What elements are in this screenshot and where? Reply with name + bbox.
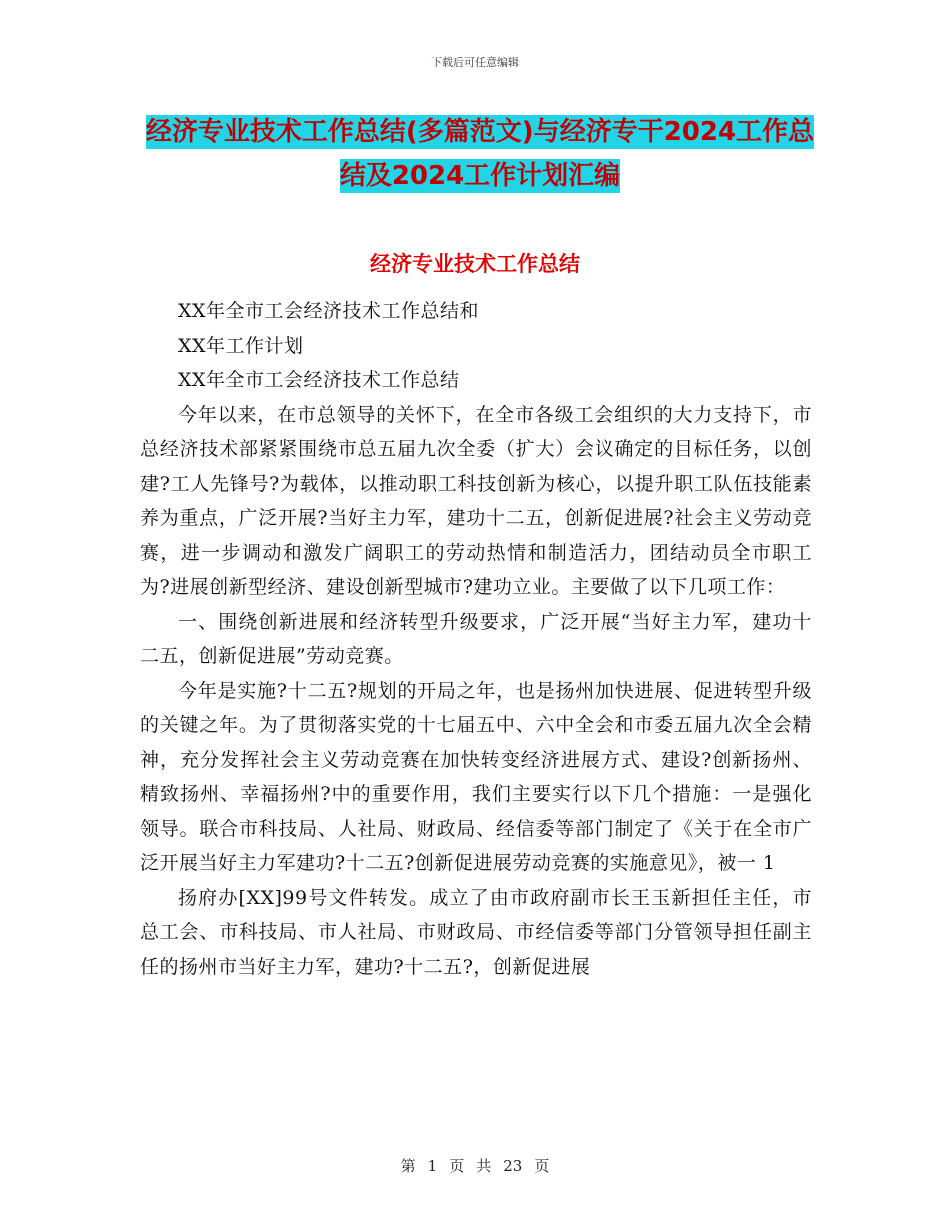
body-text xyxy=(140,294,812,984)
page-footer xyxy=(0,1155,950,1176)
paragraph: XX年全市工会经济技术工作总结 xyxy=(178,369,460,391)
paragraph: 今年以来，在市总领导的关怀下，在全市各级工会组织的大力支持下，市总经济技术部紧紧围绕市总五届九次全委（扩大）会议确定的目标任务，以创建?工人先锋号?为载体，以推动职工科技创新为核心，以提升职工队伍技能素养为重点，广泛开展?当好主力军，建功十二五，创新促进展?社会主义劳动竞赛，进一步调动和激发广阔职工的劳动热情和制造活力，团结动员全市职工为?进展创新型经济、建设创新型城市?建功立业。主要做了以下几项工作： xyxy=(140,403,812,598)
paragraph: 扬府办[XX]99号文件转发。成立了由市政府副市长王玉新担任主任，市总工会、市科技局、市人社局、市财政局、市经信委等部门分管领导担任副主任的扬州市当好主力军，建功?十二五?，创新促进展 xyxy=(140,886,812,978)
paragraph: XX年全市工会经济技术工作总结和 xyxy=(178,300,480,322)
document-title-text: 经济专业技术工作总结(多篇范文)与经济专干2024工作总结及2024工作计划汇编 xyxy=(145,117,815,191)
document-title xyxy=(140,110,820,198)
paragraph: XX年工作计划 xyxy=(178,334,304,357)
paragraph: 今年是实施?十二五?规划的开局之年，也是扬州加快进展、促进转型升级的关键之年。为了贯彻落实党的十七届五中、六中全会和市委五届九次全会精神，充分发挥社会主义劳动竞赛在加快转变经济进展方式、建设?创新扬州、精致扬州、幸福扬州?中的重要作用，我们主要实行以下几个措施：一是强化领导。联合市科技局、人社局、财政局、经信委等部门制定了《关于在全市广泛开展当好主力军建功?十二五?创新促进展劳动竞赛的实施意见》，被一 1 xyxy=(140,679,812,874)
page-prefix: 第 xyxy=(400,1157,416,1175)
page-mid: 页 xyxy=(449,1157,465,1175)
total-suffix: 页 xyxy=(534,1157,550,1175)
total-prefix: 共 xyxy=(476,1157,492,1175)
paragraph: 一、围绕创新进展和经济转型升级要求，广泛开展“当好主力军，建功十二五，创新促进展”劳动竞赛。 xyxy=(140,610,812,667)
total-pages: 23 xyxy=(503,1157,523,1175)
section-title: 经济专业技术工作总结 xyxy=(370,252,580,276)
page-number: 1 xyxy=(427,1157,438,1175)
header-note: 下载后可任意编辑 xyxy=(431,56,519,69)
